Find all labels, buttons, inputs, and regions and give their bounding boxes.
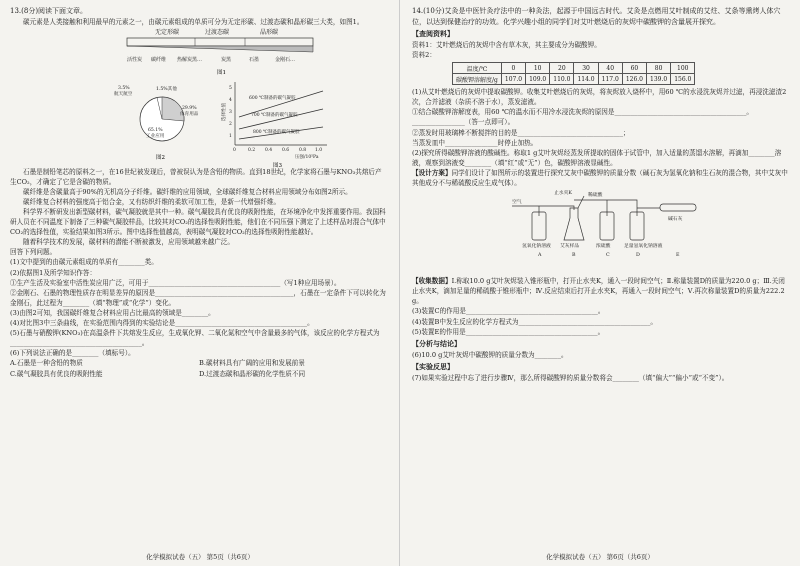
fig3-xtick-1: 0.2 (248, 147, 256, 153)
fig2-caption: 图2 (156, 154, 165, 161)
table-cell: 30 (574, 63, 598, 74)
q13-p6: 随着科学技术的发展，碳材料的潜能不断被激发，应用领域越来越广泛。 (23, 238, 234, 247)
q13-p1: 碳元素是人类接触和利用最早的元素之一，由碳元素组成的单质可分为无定形碳、过渡态碳和晶形碳三大类，如图1。 (23, 17, 364, 26)
figure-3-chart (215, 77, 335, 169)
q13-p5: 科学界不断研发出新型碳材料，碳气凝胶就是其中一种。碳气凝胶具有优良的吸附性能，在环境净化中发挥重要作用。我国科研人员在不同温度下制备了三种碳气凝胶样品，比较其对CO₂的选择性吸附性能，他们在不同压强下测定了上述样品对混合气体中CO₂的选择性值，实验结果如图3所示。图中选择性值越高，表明碳气凝胶对CO₂的选择性吸附性能越好。 (10, 207, 386, 237)
table-cell: 139.0 (647, 74, 671, 85)
tag-reference: 【查阅资料】 (412, 29, 454, 38)
q13-sub2a: ①生产生活及实验室中活性炭应用广泛，可用于________________________________________（写1种应用场景）。 (10, 278, 341, 287)
app-label-7: 足量氢氧化钠溶液 (624, 244, 663, 250)
q14-s1b: ________________（答一点即可）。 (412, 118, 515, 127)
fig3-xtick-4: 0.8 (299, 147, 307, 153)
answer-prompt: 回答下列问题。 (10, 248, 57, 257)
fig3-xlabel: 压强/10⁵Pa (295, 154, 319, 160)
app-label-2: 空气 (512, 200, 522, 206)
table-cell: 117.0 (598, 74, 622, 85)
apparatus-diagram (412, 188, 790, 258)
table-cell: 110.0 (550, 74, 574, 85)
figures-area (10, 27, 388, 167)
fig1-bottom-3: 炭黑 (221, 56, 232, 63)
app-label-1: 稀硫酸 (588, 193, 603, 199)
q14-head: 14.(10分)艾灸是中医针灸疗法中的一种灸法，起源于中国远古时代。艾灸是点燃用艾叶制成的艾炷、艾条等熏烤人体穴位，以达到保健治疗的功效。化学兴趣小组的同学们对艾叶燃烧后的灰烬中碳酸钾的含量展开探究。 (412, 7, 781, 26)
solubility-table (452, 62, 695, 85)
fig3-ytick-3: 2 (229, 121, 232, 127)
fig3-line-2: 800 ℃制备的碳气凝胶 (253, 129, 300, 135)
table-row (453, 63, 695, 74)
q13-sub5: (5)石墨与硝酸钾(KNO₃)在高温条件下共熔发生反应，生成氧化钾、二氧化氮和空气中含量最多的气体，该反应的化学方程式为________________________________________。 (10, 329, 380, 348)
app-label-6: 浓硫酸 (596, 244, 611, 250)
app-label-4: 氢氧化钠溶液 (522, 244, 551, 250)
apparatus-figure (412, 188, 790, 276)
app-letter-d: D (636, 253, 640, 259)
q14-s6: (6)10.0 g艾叶灰烬中碳酸钾的质量分数为________。 (412, 350, 568, 359)
q13-sub2b: ②金刚石、石墨的物理性质存在明显差异的原因是__________________________________________，石墨在一定条件下可以转化为金刚石，此过程为________（填“物理”或“化学”）变化。 (10, 288, 386, 307)
design-block (412, 168, 790, 188)
fig3-ytick-4: 1 (229, 133, 232, 139)
q13-p4: 碳纤维复合材料的强度高于铝合金，又有纺织纤维的柔软可加工性，是新一代增强纤维。 (23, 197, 281, 206)
q13-options-row2 (10, 369, 388, 380)
ref-1: 资料1：艾叶燃烧后的灰烬中含有草木灰，其主要成分为碳酸钾。 (412, 41, 601, 49)
q14-s1: (1)从艾叶燃烧后的灰烬中提取碳酸钾。收集艾叶燃烧后的灰烬，将灰烬放入烧杯中，用60 ℃的水浸洗灰烬并过滤，再浸洗滤渣2次，合并滤液（杂质不溶于水），蒸发滤液。 (412, 88, 787, 107)
q13-head: 13.(8分)阅读下面文章。 (10, 7, 88, 15)
q13-sub3: (3)由图2可知，我国碳纤维复合材料应用占比最高的领域是________。 (10, 308, 215, 317)
q14-s4: (4)装置B中发生反应的化学方程式为________________________________________。 (412, 317, 657, 326)
fig1-bottom-4: 石墨 (249, 56, 260, 63)
data-block (412, 276, 790, 306)
table-cell: 156.0 (671, 74, 695, 85)
option-b: B.碳材料具有广阔的应用和发展前景 (199, 359, 305, 368)
q14-s1c: ②蒸发时用玻璃棒不断搅拌的目的是________________________________； (412, 128, 630, 137)
table-cell: 100 (671, 63, 695, 74)
q13-p2: 石墨是制铅笔芯的原料之一，在16世纪被发现后，曾被误认为是含铅的物质。直到18世纪，化学家将石墨与KNO₃共熔后产生CO₂，才确定了它是含碳的物质。 (10, 167, 382, 186)
app-letter-b: B (572, 253, 576, 259)
fig1-bottom-0: 活性炭 (127, 56, 143, 63)
table-cell: 114.0 (574, 74, 598, 85)
left-footer: 化学模拟试卷（五） 第5页（共6页） (146, 553, 254, 561)
q13-p3: 碳纤维是含碳量高于90%的无机高分子纤维。碳纤维的应用领域，全球碳纤维复合材料应用领域分布如图2所示。 (23, 187, 352, 196)
right-page (400, 0, 800, 566)
tag-collect: 【收集数据】 (412, 277, 452, 286)
fig1-top-2: 晶形碳 (260, 28, 279, 36)
tag-reflection: 【实验反思】 (412, 361, 454, 371)
app-label-5: 艾灰样品 (560, 244, 580, 250)
table-cell: 10 (526, 63, 550, 74)
q14-s2: (2)探究所得碳酸钾溶液的酸碱性。称取1 g艾叶灰烬经蒸发所提取的固体于试管中，加入适量的蒸馏水溶解，再滴加________溶液，观察到溶液变________（填“红”或“无”）色，碳酸钾溶液显碱性。 (412, 148, 782, 167)
q14-s1a: ①结合碳酸钾溶解度表，用60 ℃的温水而不用冷水浸洗灰烬的原因是________________________________________。 (412, 108, 753, 117)
fig3-xtick-0: 0 (233, 147, 236, 153)
fig1-bottom-5: 金刚石… (275, 56, 296, 63)
q14-s3: (3)装置C的作用是________________________________________。 (412, 307, 605, 316)
right-footer: 化学模拟试卷（五） 第6页（共6页） (546, 553, 654, 561)
tag-design: 【设计方案】 (412, 168, 452, 177)
fig2-label-1: 航天航空 (114, 91, 133, 97)
table-cell: 0 (501, 63, 525, 74)
app-letter-c: C (606, 253, 610, 259)
fig2-label-6: 工业应用 (146, 133, 165, 139)
fig1-bottom-2: 热解炭黑… (177, 56, 203, 63)
figure-2-pie (112, 79, 210, 169)
table-cell: 109.0 (526, 74, 550, 85)
table-cell: 60 (622, 63, 646, 74)
ref-2: 资料2： (412, 51, 436, 60)
fig1-top-1: 过渡态碳 (205, 28, 230, 36)
app-letter-a: A (538, 253, 542, 259)
table-cell: 126.0 (622, 74, 646, 85)
fig3-xtick-2: 0.4 (265, 147, 273, 153)
table-row (453, 74, 695, 85)
tag-analysis: 【分析与结论】 (412, 338, 461, 348)
q13-options-row1 (10, 358, 388, 369)
table-cell: 温度/℃ (453, 63, 502, 74)
q13-sub1: (1)文中提到的由碳元素组成的单质有________类。 (10, 258, 158, 267)
fig3-line-0: 600 ℃制备的碳气凝胶 (249, 95, 296, 101)
design-text: 同学们设计了如图所示的装置进行探究艾灰中碳酸钾的质量分数（碱石灰为氢氧化钠和生石灰的混合物，其中艾灰中其他成分不与稀硫酸反应生成气体）。 (412, 168, 788, 188)
fig2-label-5: 65.1% (148, 127, 163, 133)
option-a: A.石墨是一种含铅的物质 (10, 359, 83, 368)
fig1-bottom-1: 碳纤维 (151, 56, 167, 63)
table-cell: 碳酸钾溶解度/g (453, 74, 502, 85)
q14-s7: (7)如果实验过程中忘了进行步骤Ⅳ，那么所得碳酸钾的质量分数将会________（填“偏大”“偏小”或“不变”）。 (412, 373, 729, 382)
q13-sub6: (6)下列说法正确的是________（填标号）。 (10, 349, 135, 358)
q14-s1d: 当蒸发皿中________________时停止加热。 (412, 138, 538, 147)
app-label-3: 碱石灰 (668, 217, 683, 223)
fig3-ytick-0: 5 (229, 85, 232, 91)
option-d: D.过渡态碳和晶形碳的化学性质不同 (199, 369, 306, 378)
fig1-caption: 图1 (217, 69, 226, 76)
fig3-caption: 图3 (273, 162, 282, 169)
table-cell: 80 (647, 63, 671, 74)
fig1-top-0: 无定形碳 (155, 28, 180, 36)
fig2-label-3: 29.9% (182, 105, 197, 111)
q14-s5: (5)装置E的作用是________________________________________。 (412, 327, 605, 336)
table-cell: 107.0 (501, 74, 525, 85)
data-text: Ⅰ.称取10.0 g艾叶灰烬装入锥形瓶中，打开止水夹K，通入一段时间空气；Ⅱ.称量装置D的质量为220.0 g；Ⅲ.关闭止水夹K，滴加足量的稀硫酸于锥形瓶中；Ⅳ.反应结束后打开止水夹K，再通入一段时间空气；Ⅴ.再次称量装置D的质量为222.2 g。 (412, 277, 785, 306)
fig2-label-2: 1.5%其他 (156, 86, 177, 92)
fig2-label-0: 3.5% (118, 85, 130, 91)
fig3-ytick-1: 4 (229, 97, 232, 103)
figure-1 (125, 27, 315, 77)
q13-sub4: (4)对比图3中三条曲线，在实验范围内得到的实验结论是________________________________________。 (10, 319, 314, 327)
fig2-label-4: 体育用品 (180, 111, 199, 117)
fig3-xtick-3: 0.6 (282, 147, 290, 153)
app-label-0: 止水夹K (554, 191, 572, 197)
fig3-line-1: 700 ℃制备的碳气凝胶 (251, 112, 298, 118)
q13-sub2: (2)依据图1及所学知识作答： (10, 268, 97, 277)
fig3-ytick-2: 3 (229, 109, 232, 115)
fig3-ylabel: 选择性值 (222, 102, 227, 121)
table-cell: 20 (550, 63, 574, 74)
table-cell: 40 (598, 63, 622, 74)
option-c: C.碳气凝胶具有优良的吸附性能 (10, 369, 103, 378)
fig3-xtick-5: 1.0 (315, 147, 323, 153)
app-letter-e: E (676, 253, 680, 259)
